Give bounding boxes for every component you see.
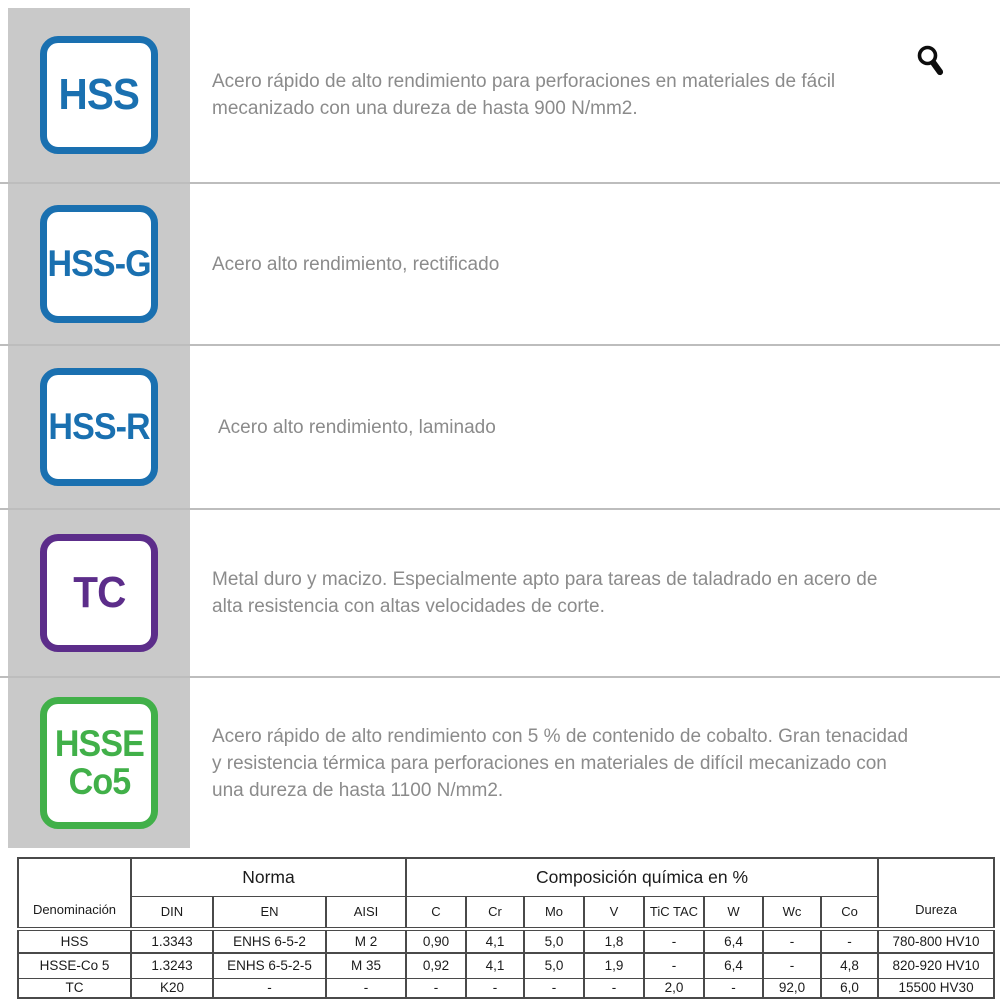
cell: 5,0 [524,953,584,978]
col-header-w: W [704,896,763,929]
table-row-hss [18,929,994,953]
badge-column [8,346,190,508]
cell: K20 [131,978,213,998]
material-description: Acero rápido de alto rendimiento con 5 % de contenido de cobalto. Gran tenacidad y resistencia térmica para perforaciones en materiales de difícil mecanizado con una dureza de hasta 1100 N/mm2. [212,725,909,801]
group-header-norma: Norma [131,858,406,896]
cell: 15500 HV30 [878,978,994,998]
col-header-mo: Mo [524,896,584,929]
cell: - [584,978,644,998]
cell: M 35 [326,953,406,978]
tc-badge-icon [40,534,158,652]
composition-table [17,857,995,999]
badge-label: HSSE [54,723,144,765]
description-column [190,510,1000,676]
col-header-co: Co [821,896,878,929]
cell: 0,92 [406,953,466,978]
cell: - [466,978,524,998]
cell: HSS [18,929,131,953]
cell: - [644,953,704,978]
col-header-tic-tac: TiC TAC [644,896,704,929]
hss-g-badge-icon [40,205,158,323]
badge-label: HSS-G [47,243,151,285]
description-column [190,678,1000,848]
cell: 820-920 HV10 [878,953,994,978]
badge-column [8,678,190,848]
cell: 1.3343 [131,929,213,953]
cell: 5,0 [524,929,584,953]
col-header-cr: Cr [466,896,524,929]
description-column [190,8,1000,182]
cell: - [821,929,878,953]
table-row-hsse-co5 [18,953,994,978]
badge-label: HSS-R [48,406,150,448]
cell: 6,4 [704,929,763,953]
cell: 4,1 [466,953,524,978]
hss-badge-icon [40,36,158,154]
material-description: Acero alto rendimiento, laminado [218,416,496,438]
description-column [190,346,1000,508]
cell: - [406,978,466,998]
material-description: Acero alto rendimiento, rectificado [212,253,500,275]
cell: 6,0 [821,978,878,998]
cell: HSSE-Co 5 [18,953,131,978]
composition-table-wrap [17,857,1000,999]
search-icon [914,42,948,80]
badge-label: Co5 [68,761,130,802]
cell: - [704,978,763,998]
cell: - [763,953,821,978]
cell: 1.3243 [131,953,213,978]
cell: 4,1 [466,929,524,953]
cell: 0,90 [406,929,466,953]
hsse-co5-badge-icon [40,697,158,829]
cell: - [763,929,821,953]
material-description: Acero rápido de alto rendimiento para perforaciones en materiales de fácil mecanizado con una dureza de hasta 900 N/mm2. [212,71,836,119]
col-header-dureza: Dureza [878,858,994,929]
col-header-v: V [584,896,644,929]
material-row-hss-g [0,184,1000,346]
cell: 2,0 [644,978,704,998]
cell: - [644,929,704,953]
cell: - [524,978,584,998]
badge-column [8,184,190,344]
material-row-tc [0,510,1000,678]
material-description: Metal duro y macizo. Especialmente apto para tareas de taladrado en acero de alta resistencia con altas velocidades de corte. [212,569,878,617]
cell: - [326,978,406,998]
material-row-hsse-co5 [0,678,1000,848]
col-header-c: C [406,896,466,929]
cell: M 2 [326,929,406,953]
badge-column [8,510,190,676]
cell: ENHS 6-5-2-5 [213,953,326,978]
cell: 1,9 [584,953,644,978]
group-header-composicion: Composición química en % [406,858,878,896]
cell: - [213,978,326,998]
description-column [190,184,1000,344]
cell: 6,4 [704,953,763,978]
cell: 780-800 HV10 [878,929,994,953]
cell: 92,0 [763,978,821,998]
badge-label: TC [72,567,126,617]
hss-r-badge-icon [40,368,158,486]
cell: TC [18,978,131,998]
table-row-tc [18,978,994,998]
col-header-wc: Wc [763,896,821,929]
col-header-din: DIN [131,896,213,929]
col-header-denominacion: Denominación [18,858,131,929]
badge-label: HSS [58,69,140,119]
search-button[interactable] [914,42,948,83]
cell: ENHS 6-5-2 [213,929,326,953]
cell: 1,8 [584,929,644,953]
col-header-aisi: AISI [326,896,406,929]
badge-column [8,8,190,182]
material-row-hss [0,8,1000,184]
material-row-hss-r [0,346,1000,510]
cell: 4,8 [821,953,878,978]
col-header-en: EN [213,896,326,929]
